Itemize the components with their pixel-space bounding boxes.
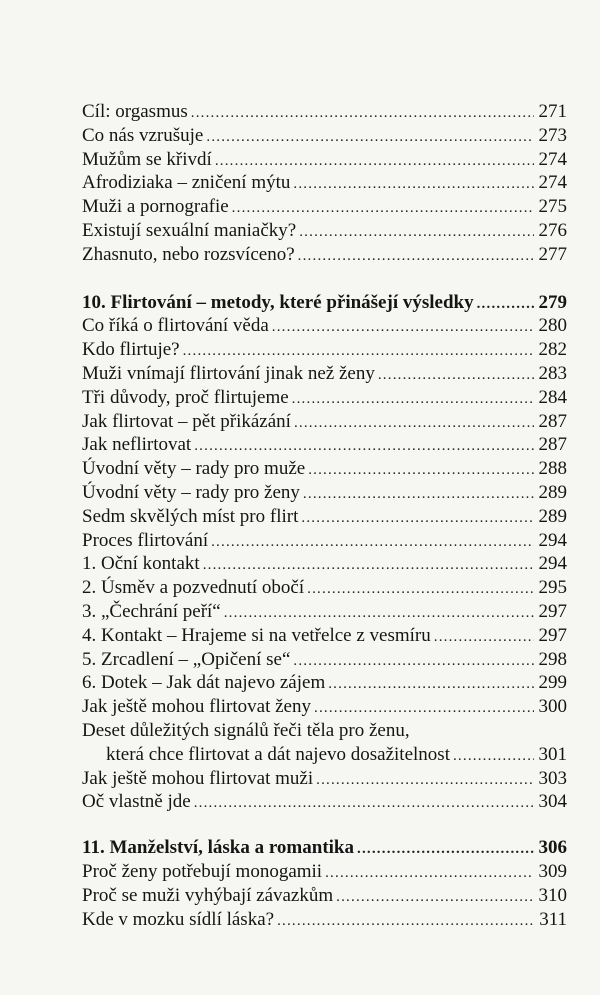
toc-entry[interactable]: Sedm skvělých míst pro flirt ..... 289: [82, 505, 567, 529]
toc-entry[interactable]: Zhasnuto, nebo rozsvíceno? ..... 277: [82, 243, 567, 267]
toc-entry[interactable]: Co nás vzrušuje ..... 273: [82, 124, 567, 148]
toc-entry[interactable]: Cíl: orgasmus ..... 271: [82, 100, 567, 124]
toc-entry[interactable]: Mužům se křivdí ..... 274: [82, 148, 567, 172]
toc-entry[interactable]: 5. Zrcadlení – „Opičení se“ ..... 298: [82, 648, 567, 672]
toc-section-b: [82, 314, 567, 719]
chapter-heading-11[interactable]: 11. Manželství, láska a romantika ..... 306: [82, 836, 567, 860]
toc-entry[interactable]: 6. Dotek – Jak dát najevo zájem ..... 299: [82, 671, 567, 695]
toc-entry[interactable]: 4. Kontakt – Hrajeme si na vetřelce z vesmíru ..... 297: [82, 624, 567, 648]
toc-entry-multiline[interactable]: [82, 719, 567, 767]
toc-entry[interactable]: Jak flirtovat – pět přikázání ..... 287: [82, 410, 567, 434]
toc-entry-line-2: která chce flirtovat a dát najevo dosažitelnost ..... 301: [82, 743, 567, 767]
toc-entry[interactable]: Kdo flirtuje? ..... 282: [82, 338, 567, 362]
section-gap: [82, 814, 567, 836]
toc-entry[interactable]: 3. „Čechrání peří“ ..... 297: [82, 600, 567, 624]
toc-section-c: [82, 767, 567, 815]
toc-entry[interactable]: Afrodiziaka – zničení mýtu ..... 274: [82, 171, 567, 195]
section-gap: [82, 267, 567, 291]
toc-entry[interactable]: Kde v mozku sídlí láska? ..... 311: [82, 908, 567, 932]
toc-entry[interactable]: Úvodní věty – rady pro muže ..... 288: [82, 457, 567, 481]
toc-entry[interactable]: Úvodní věty – rady pro ženy ..... 289: [82, 481, 567, 505]
toc-entry[interactable]: Muži vnímají flirtování jinak než ženy ..... 283: [82, 362, 567, 386]
table-of-contents: [82, 100, 567, 931]
toc-section-a: [82, 100, 567, 267]
toc-entry[interactable]: 1. Oční kontakt ..... 294: [82, 552, 567, 576]
toc-entry[interactable]: Muži a pornografie ..... 275: [82, 195, 567, 219]
toc-entry[interactable]: Tři důvody, proč flirtujeme ..... 284: [82, 386, 567, 410]
toc-entry[interactable]: Existují sexuální maniačky? ..... 276: [82, 219, 567, 243]
toc-entry[interactable]: Proč se muži vyhýbají závazkům ..... 310: [82, 884, 567, 908]
toc-entry-line-1: Deset důležitých signálů řeči těla pro ženu,: [82, 719, 410, 741]
toc-entry[interactable]: Jak ještě mohou flirtovat ženy ..... 300: [82, 695, 567, 719]
toc-section-d: [82, 860, 567, 931]
toc-entry[interactable]: Jak ještě mohou flirtovat muži ..... 303: [82, 767, 567, 791]
toc-entry[interactable]: 2. Úsměv a pozvednutí obočí ..... 295: [82, 576, 567, 600]
toc-entry[interactable]: Oč vlastně jde ..... 304: [82, 790, 567, 814]
toc-entry[interactable]: Proces flirtování ..... 294: [82, 529, 567, 553]
toc-entry[interactable]: Jak neflirtovat ..... 287: [82, 433, 567, 457]
toc-entry[interactable]: Co říká o flirtování věda ..... 280: [82, 314, 567, 338]
chapter-heading-10[interactable]: 10. Flirtování – metody, které přinášejí výsledky ..... 279: [82, 291, 567, 315]
toc-entry[interactable]: Proč ženy potřebují monogamii ..... 309: [82, 860, 567, 884]
